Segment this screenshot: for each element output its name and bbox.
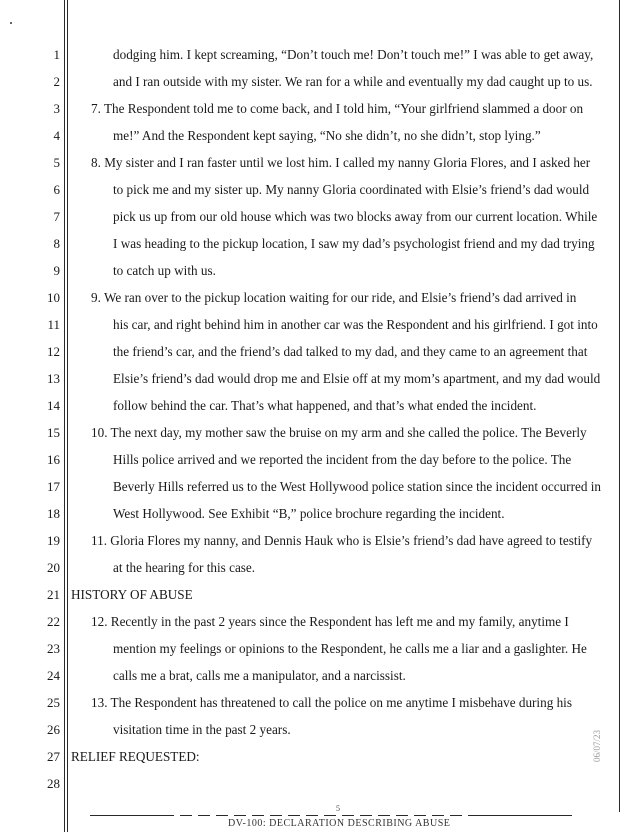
line-number: 6 <box>53 182 60 197</box>
left-margin-rule-inner <box>67 0 68 832</box>
section-heading: HISTORY OF ABUSE <box>71 587 193 602</box>
footer-rule-segment <box>198 815 210 816</box>
paragraph-line: 12. Recently in the past 2 years since the Respondent has left me and my family, anytime I <box>91 614 569 629</box>
body-line: to pick me and my sister up. My nanny Gloria coordinated with Elsie’s friend’s dad would <box>113 182 590 197</box>
footer-rule-segment <box>306 815 318 816</box>
footer-rule-segment <box>270 815 282 816</box>
body-line: mention my feelings or opinions to the Respondent, he calls me a liar and a gaslighter. He <box>113 641 587 656</box>
line-number: 4 <box>53 128 60 143</box>
footer-rule-segment <box>468 815 572 816</box>
paragraph-line: 9. We ran over to the pickup location waiting for our ride, and Elsie’s friend’s dad arrived in <box>91 290 577 305</box>
line-number: 11 <box>47 317 60 332</box>
line-number: 15 <box>47 425 60 440</box>
paragraph-line: 11. Gloria Flores my nanny, and Dennis Hauk who is Elsie’s friend’s dad have agreed to testify <box>91 533 593 548</box>
line-number: 12 <box>47 344 60 359</box>
body-line: visitation time in the past 2 years. <box>113 722 291 737</box>
body-line: follow behind the car. That’s what happened, and that’s what ended the incident. <box>113 398 537 413</box>
section-heading: RELIEF REQUESTED: <box>71 749 200 764</box>
footer-rule-segment <box>90 815 174 816</box>
line-number: 5 <box>53 155 60 170</box>
body-line: Elsie’s friend’s dad would drop me and Elsie off at my mom’s apartment, and my dad would <box>113 371 601 386</box>
footer-rule-segment <box>288 815 300 816</box>
footer-rule-segment <box>342 815 354 816</box>
body-line: Hills police arrived and we reported the incident from the day before to the police. The <box>113 452 572 467</box>
line-number: 27 <box>47 749 60 764</box>
line-number: 28 <box>47 776 60 791</box>
line-number: 14 <box>47 398 60 413</box>
line-number: 20 <box>47 560 60 575</box>
body-line: and I ran outside with my sister. We ran for a while and eventually my dad caught up to us. <box>113 74 593 89</box>
line-number: 26 <box>47 722 60 737</box>
body-line: calls me a brat, calls me a manipulator, and a narcissist. <box>113 668 406 683</box>
date-stamp: 06/07/23 <box>592 729 602 762</box>
paragraph-line: 8. My sister and I ran faster until we lost him. I called my nanny Gloria Flores, and I asked her <box>91 155 591 170</box>
footer-rule-segment <box>234 815 246 816</box>
line-number: 18 <box>47 506 60 521</box>
body-line: dodging him. I kept screaming, “Don’t touch me! Don’t touch me!” I was able to get away, <box>113 47 594 62</box>
footer-rule-segment <box>216 815 228 816</box>
paragraph-line: 7. The Respondent told me to come back, and I told him, “Your girlfriend slammed a door on <box>91 101 584 116</box>
right-margin-rule <box>619 0 620 812</box>
line-number: 21 <box>47 587 60 602</box>
line-number: 1 <box>53 47 60 62</box>
footer-rule-segment <box>414 815 426 816</box>
paragraph-line: 13. The Respondent has threatened to call the police on me anytime I misbehave during his <box>91 695 572 710</box>
body-line: Beverly Hills referred us to the West Hollywood police station since the incident occurred in <box>113 479 601 494</box>
line-number: 13 <box>47 371 60 386</box>
footer-rule-segment <box>180 815 192 816</box>
line-number: 19 <box>47 533 60 548</box>
line-number: 8 <box>53 236 60 251</box>
footer-rule-segment <box>252 815 264 816</box>
line-number: 7 <box>53 209 60 224</box>
line-number: 3 <box>53 101 60 116</box>
body-line: pick us up from our old house which was two blocks away from our current location. While <box>113 209 598 224</box>
footer-rule-segment <box>378 815 390 816</box>
form-footer-title: DV-100: DECLARATION DESCRIBING ABUSE <box>228 818 451 829</box>
body-line: his car, and right behind him in another car was the Respondent and his girlfriend. I got into <box>113 317 598 332</box>
body-line: at the hearing for this case. <box>113 560 256 575</box>
line-number: 24 <box>47 668 60 683</box>
body-line: West Hollywood. See Exhibit “B,” police brochure regarding the incident. <box>113 506 505 521</box>
left-margin-rule-outer <box>64 0 65 832</box>
line-number: 22 <box>47 614 60 629</box>
page-number: 5 <box>336 804 340 813</box>
line-number: 16 <box>47 452 60 467</box>
footer-rule-segment <box>324 815 336 816</box>
footer-rule-segment <box>450 815 462 816</box>
line-number: 10 <box>47 290 60 305</box>
line-number: 2 <box>53 74 60 89</box>
line-number: 9 <box>53 263 60 278</box>
body-line: me!” And the Respondent kept saying, “No she didn’t, no she didn’t, stop lying.” <box>113 128 541 143</box>
footer-rule-segment <box>396 815 408 816</box>
paragraph-line: 10. The next day, my mother saw the bruise on my arm and she called the police. The Beverly <box>91 425 587 440</box>
footer-rule-segment <box>432 815 444 816</box>
line-number: 23 <box>47 641 60 656</box>
body-line: the friend’s car, and the friend’s dad talked to my dad, and they came to an agreement that <box>113 344 588 359</box>
line-number: 17 <box>47 479 60 494</box>
footer-rule-segment <box>360 815 372 816</box>
body-line: I was heading to the pickup location, I saw my dad’s psychologist friend and my dad trying <box>113 236 595 251</box>
margin-dot <box>10 22 12 24</box>
body-line: to catch up with us. <box>113 263 216 278</box>
line-number: 25 <box>47 695 60 710</box>
